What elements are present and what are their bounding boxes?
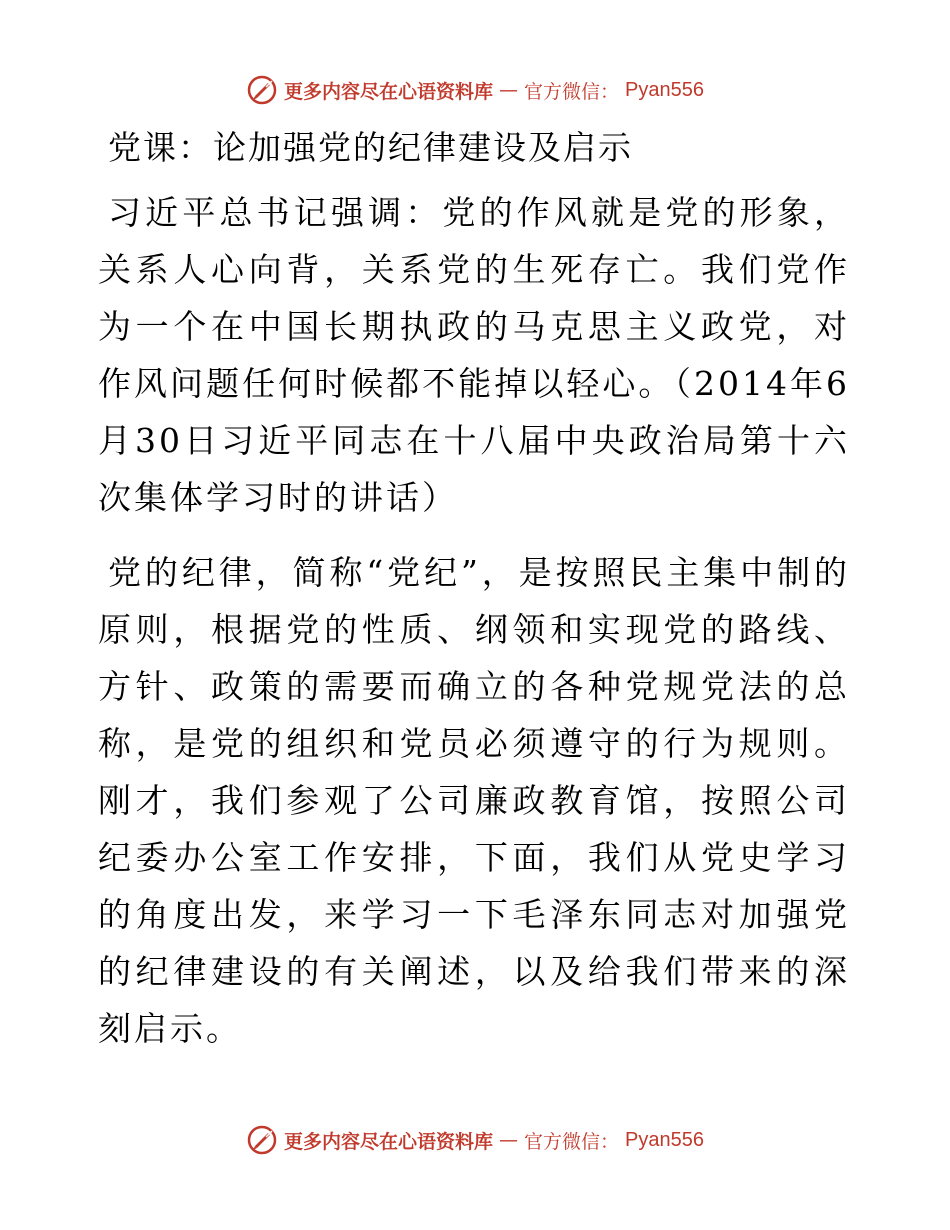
watermark-dash: —: [499, 79, 519, 101]
watermark-group: [246, 1124, 704, 1156]
brand-logo-icon: [246, 74, 278, 106]
header-watermark: [0, 70, 950, 110]
watermark-sub-text: 官方微信：: [524, 1130, 620, 1153]
paragraph-1: 习近平总书记强调：党的作风就是党的形象，关系人心向背，关系党的生死存亡。我们党作为一个在中国长期执政的马克思主义政党，对作风问题任何时候都不能掉以轻心。（2014年6月30日习近平同志在十八届中央政治局第十六次集体学习时的讲话）: [98, 193, 850, 517]
watermark-sub-text: 官方微信：: [524, 80, 620, 103]
brand-logo-icon: [246, 1124, 278, 1156]
footer-watermark: [0, 1120, 950, 1160]
watermark-dash: —: [499, 1129, 519, 1151]
watermark-wechat-id: Pyan556: [625, 78, 704, 101]
watermark-group: [246, 74, 704, 106]
document-title: 党课：论加强党的纪律建设及启示: [108, 128, 633, 167]
paragraph-2: 党的纪律，简称“党纪”，是按照民主集中制的原则，根据党的性质、纲领和实现党的路线、方针、政策的需要而确立的各种党规党法的总称，是党的组织和党员必须遵守的行为规则。刚才，我们参观了公司廉政教育馆，按照公司纪委办公室工作安排，下面，我们从党史学习的角度出发，来学习一下毛泽东同志对加强党的纪律建设的有关阐述，以及给我们带来的深刻启示。: [98, 553, 850, 1048]
watermark-wechat-id: Pyan556: [625, 1128, 704, 1151]
document-body: [98, 120, 850, 1075]
watermark-main-text: 更多内容尽在心语资料库: [284, 1130, 494, 1153]
watermark-main-text: 更多内容尽在心语资料库: [284, 80, 494, 103]
